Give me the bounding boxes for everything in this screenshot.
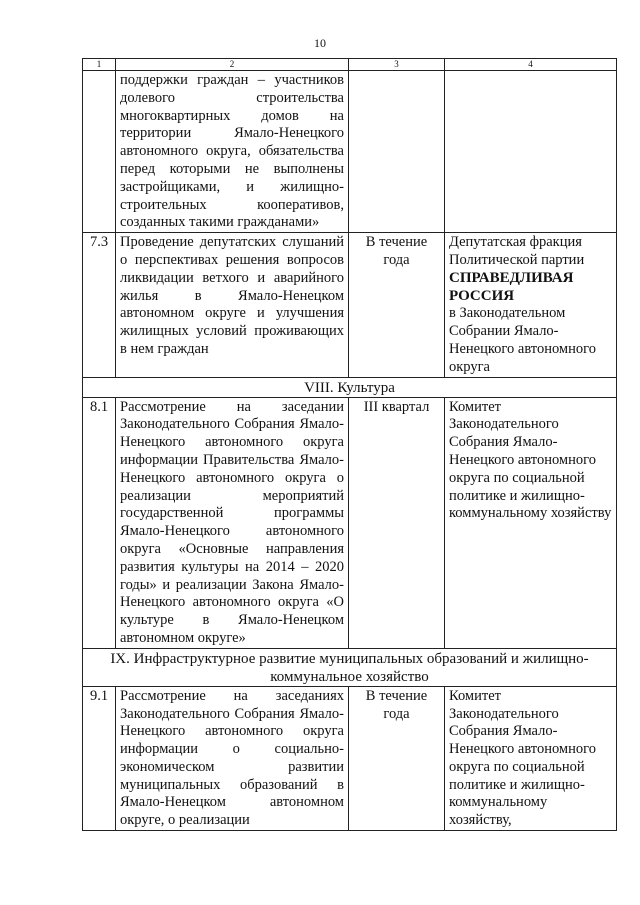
- work-plan-table: [82, 58, 617, 831]
- item-description: поддержки граждан – участников долевого строительства многоквартирных домов на территории Ямало-Ненецкого автономного округа, обязательства перед которыми не выполнены застройщиками, и жилищно-строительных кооперативов, созданных такими гражданами»: [116, 71, 349, 233]
- section-heading-row: [83, 377, 617, 397]
- column-number: 3: [349, 59, 445, 71]
- item-responsible: [445, 686, 617, 830]
- table-row: [83, 71, 617, 233]
- item-period: [349, 71, 445, 233]
- table-row: [83, 686, 617, 830]
- responsible-text: Комитет Законодательного Собрания Ямало-Ненецкого автономного округа по социальной политике и жилищно-коммунальному хозяйству,: [449, 687, 596, 829]
- item-period: В течение года: [349, 686, 445, 830]
- column-number: 4: [445, 59, 617, 71]
- item-description: Рассмотрение на заседании Законодательного Собрания Ямало-Ненецкого автономного округа информации Правительства Ямало-Ненецкого автономного округа о реализации мероприятий государственной программы Ямало-Ненецкого автономного округа «Основные направления развития культуры на 2014 – 2020 годы» и реализации Закона Ямало-Ненецкого автономного округа «О культуре в Ямало-Ненецком автономном округе»: [116, 397, 349, 648]
- item-number: 7.3: [83, 233, 116, 377]
- item-number: [83, 71, 116, 233]
- table-row: [83, 397, 617, 648]
- item-responsible: [445, 71, 617, 233]
- plan-body: [83, 71, 617, 831]
- item-period: В течение года: [349, 233, 445, 377]
- page-number: 10: [314, 36, 326, 50]
- responsible-text: в Законодательном Собрании Ямало-Ненецкого автономного округа: [449, 305, 596, 375]
- responsible-text: Комитет Законодательного Собрания Ямало-Ненецкого автономного округа по социальной политике и жилищно-коммунальному хозяйству: [449, 398, 612, 522]
- item-responsible: [445, 233, 617, 377]
- item-description: Проведение депутатских слушаний о перспективах решения вопросов ликвидации ветхого и аварийного жилья в Ямало-Ненецком автономном округе и улучшения жилищных условий проживающих в нем граждан: [116, 233, 349, 377]
- party-name: СПРАВЕДЛИВАЯ РОССИЯ: [449, 269, 574, 304]
- section-heading-row: [83, 648, 617, 686]
- item-number: 9.1: [83, 686, 116, 830]
- column-number-row: [83, 59, 617, 71]
- item-period: III квартал: [349, 397, 445, 648]
- table-row: [83, 233, 617, 377]
- item-description: Рассмотрение на заседаниях Законодательного Собрания Ямало-Ненецкого автономного округа информации о социально-экономическом развитии муниципальных образований в Ямало-Ненецком автономном округе, о реализации: [116, 686, 349, 830]
- section-heading: VIII. Культура: [83, 377, 617, 397]
- column-number: 1: [83, 59, 116, 71]
- section-heading: IX. Инфраструктурное развитие муниципальных образований и жилищно-коммунальное хозяйство: [83, 648, 617, 686]
- item-number: 8.1: [83, 397, 116, 648]
- item-responsible: [445, 397, 617, 648]
- responsible-text: Депутатская фракция Политической партии: [449, 234, 585, 268]
- column-number: 2: [116, 59, 349, 71]
